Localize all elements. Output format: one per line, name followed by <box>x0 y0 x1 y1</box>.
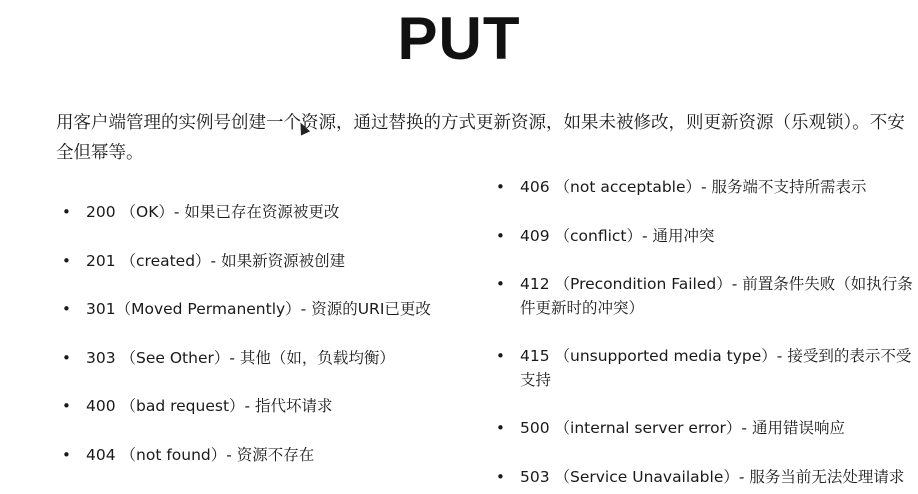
status-text: 406 （not acceptable）- 服务端不支持所需表示 <box>520 178 867 196</box>
list-item <box>494 224 914 248</box>
list-item <box>60 346 480 370</box>
list-item <box>60 443 480 467</box>
status-text: 503 （Service Unavailable）- 服务当前无法处理请求 <box>520 468 905 486</box>
bullet-icon: • <box>496 347 505 365</box>
list-item <box>60 200 480 224</box>
list-item <box>494 272 914 320</box>
status-text: 200 （OK）- 如果已存在资源被更改 <box>86 203 340 221</box>
list-item <box>494 175 914 199</box>
status-text: 412 （Precondition Failed）- 前置条件失败（如执行条件更新时的冲突） <box>520 275 913 317</box>
status-text: 201 （created）- 如果新资源被创建 <box>86 251 346 270</box>
bullet-icon: • <box>62 445 71 464</box>
bullet-icon: • <box>496 419 505 437</box>
list-item <box>494 416 914 440</box>
status-text: 409 （conflict）- 通用冲突 <box>520 227 715 245</box>
intro-paragraph: 用客户端管理的实例号创建一个资源，通过替换的方式更新资源，如果未被修改，则更新资源（乐观锁）。不安全但幂等。 <box>56 113 905 163</box>
status-list-left <box>60 200 480 492</box>
bullet-icon: • <box>62 300 71 319</box>
status-list-right <box>494 175 914 489</box>
bullet-icon: • <box>62 397 71 416</box>
list-item <box>494 465 914 489</box>
status-text: 303 （See Other）- 其他（如，负载均衡） <box>86 348 395 367</box>
slide-title: PUT <box>397 5 521 72</box>
status-text: 404 （not found）- 资源不存在 <box>86 445 315 464</box>
bullet-icon: • <box>496 275 505 293</box>
status-text: 500 （internal server error）- 通用错误响应 <box>520 419 845 437</box>
list-item <box>60 249 480 273</box>
list-item <box>494 344 914 392</box>
bullet-icon: • <box>496 178 505 196</box>
bullet-icon: • <box>62 348 71 367</box>
bullet-icon: • <box>496 468 505 486</box>
bullet-icon: • <box>62 251 71 270</box>
bullet-icon: • <box>62 203 71 221</box>
list-item <box>60 297 480 321</box>
status-text: 400 （bad request）- 指代坏请求 <box>86 397 333 416</box>
status-text: 301（Moved Permanently）- 资源的URI已更改 <box>86 300 431 319</box>
list-item <box>60 394 480 418</box>
bullet-icon: • <box>496 227 505 245</box>
status-text: 415 （unsupported media type）- 接受到的表示不受支持 <box>520 347 912 389</box>
